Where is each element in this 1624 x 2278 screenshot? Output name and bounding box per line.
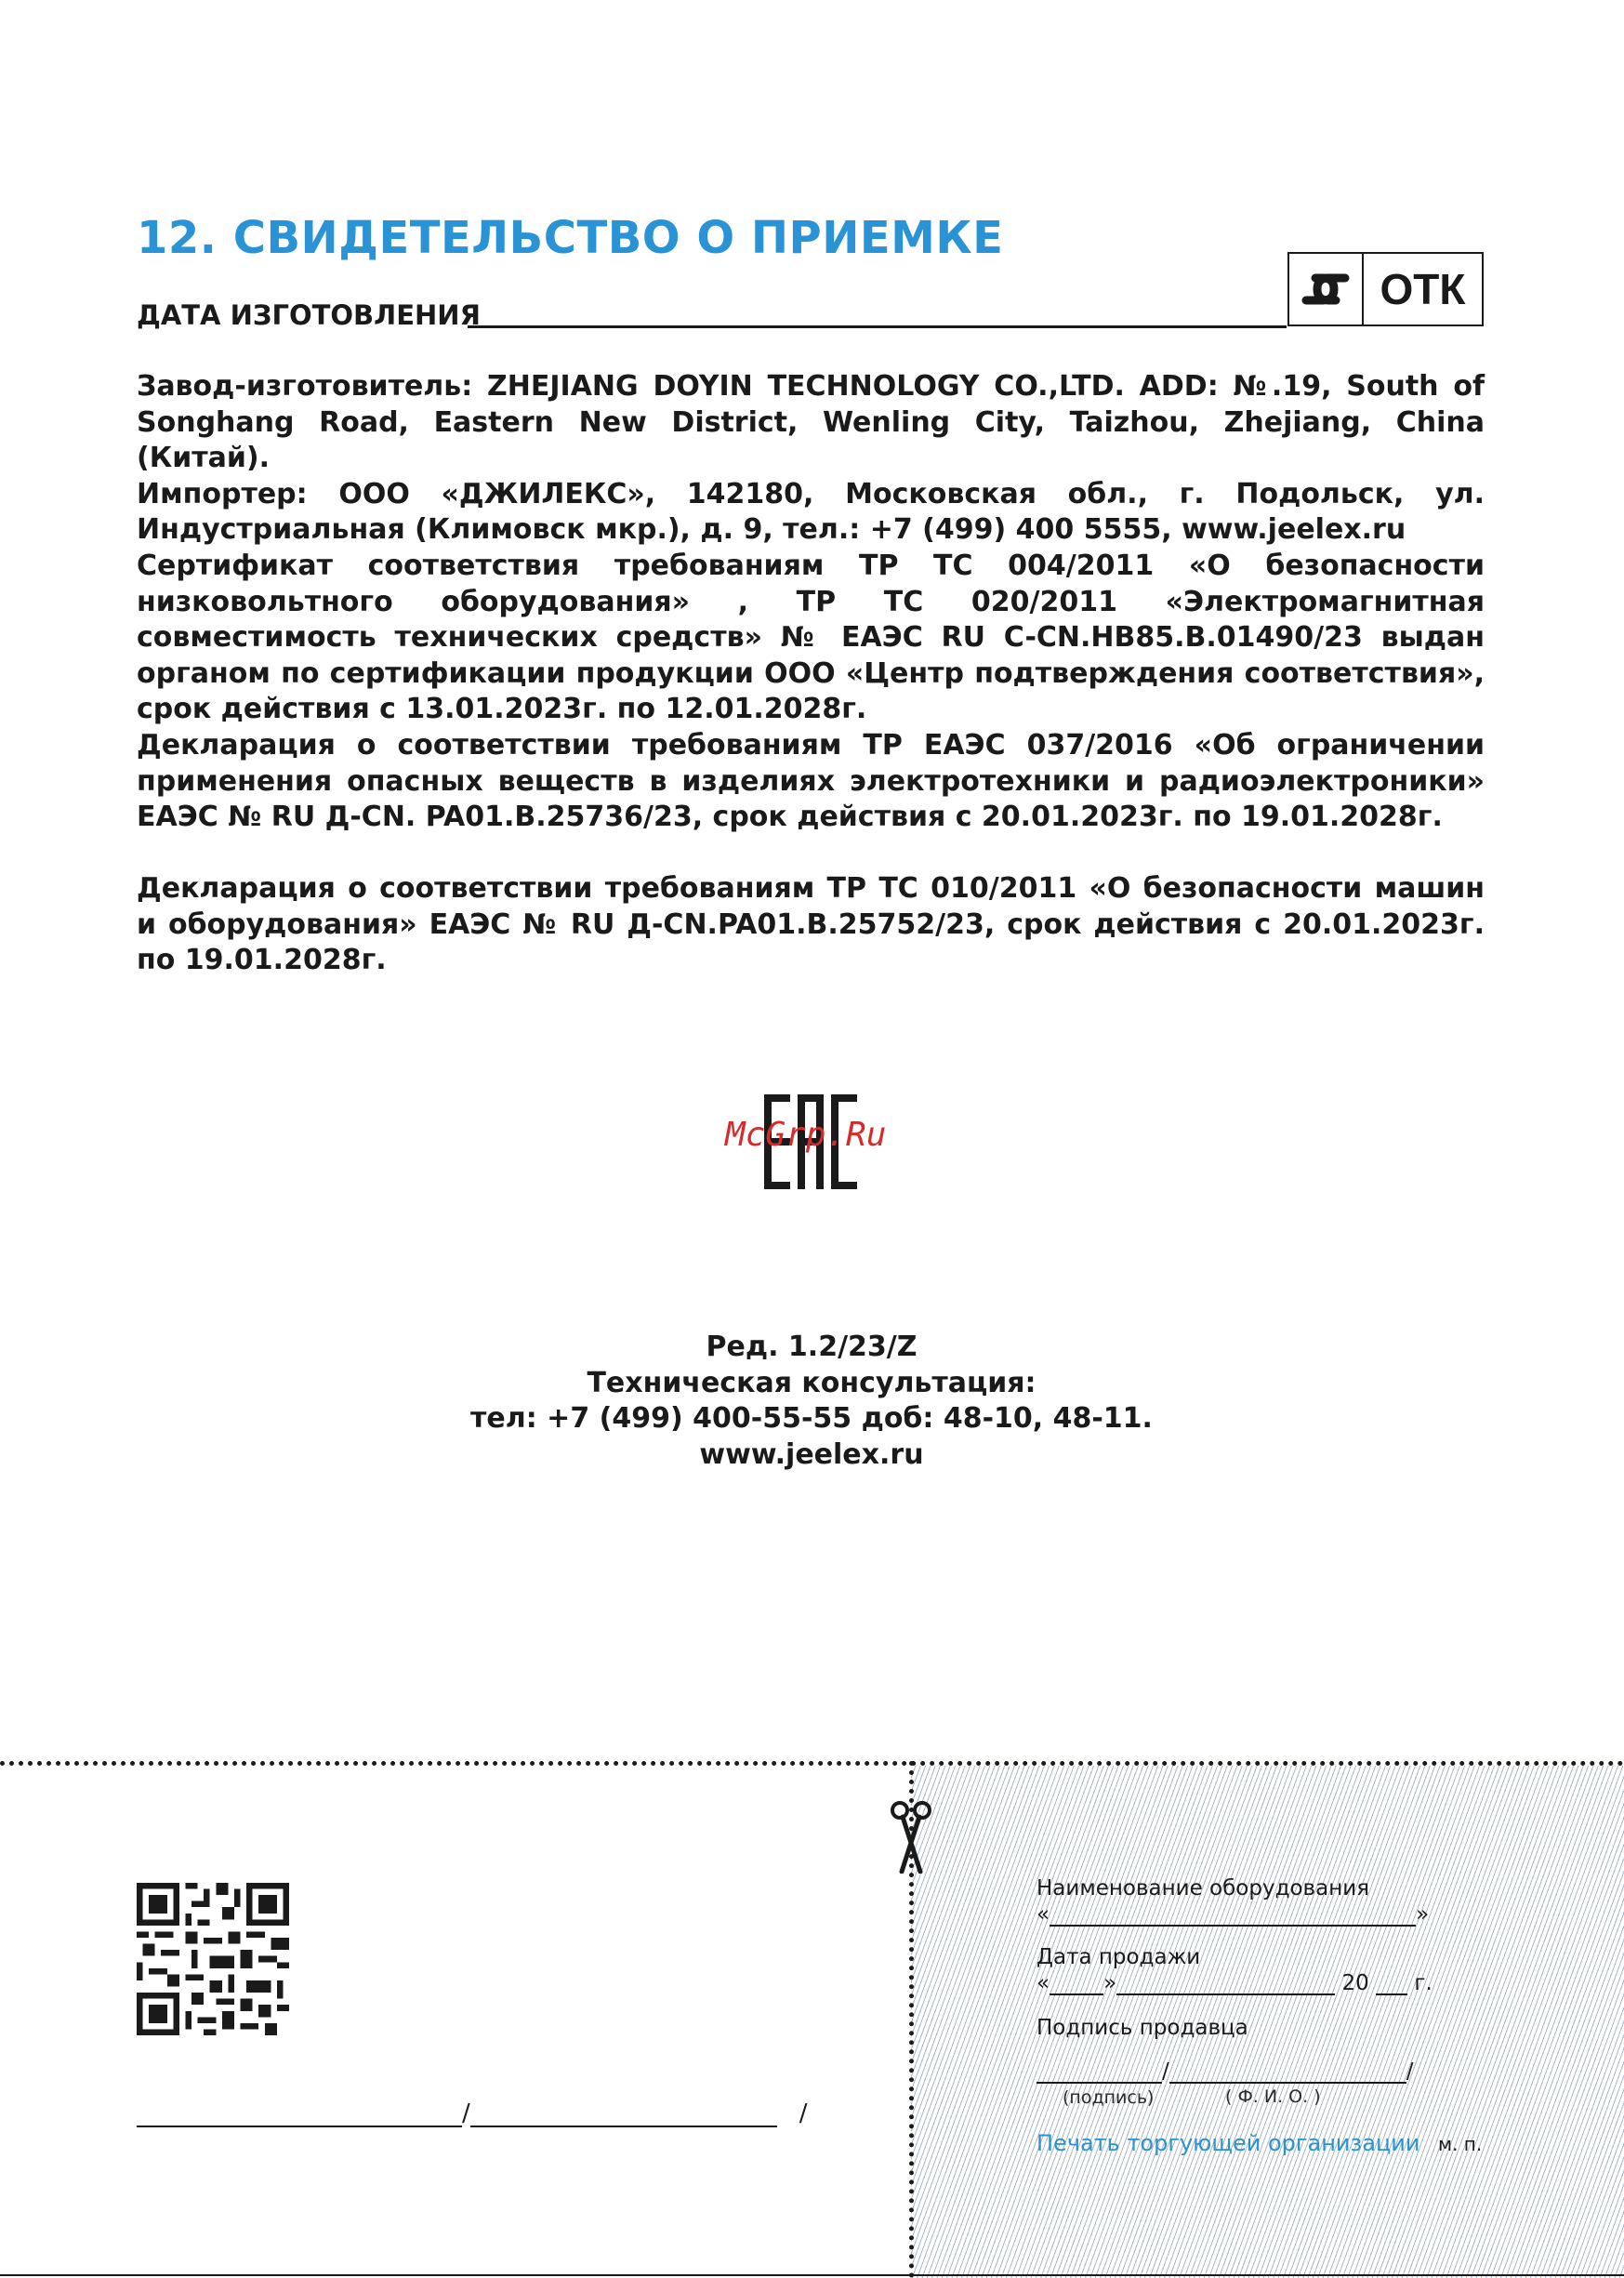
manufacture-date-line bbox=[468, 325, 1287, 328]
seller-signature-field[interactable]: / / bbox=[1036, 2059, 1414, 2084]
certificate-text: Сертификат соответствия требованиям ТР ТС 004/2011 «О безопасности низковольтного оборудования» , ТР ТС 020/2011 «Электромагнитная совместимость технических средств» № ЕАЭС RU C-CN.НВ85.В.01490/23 выдан органом по сертификации продукции ООО «Центр подтверждения соответствия», срок действия с 13.01.2023г. по 12.01.2028г. bbox=[137, 550, 1485, 725]
manufacture-date-label: ДАТА ИЗГОТОВЛЕНИЯ bbox=[137, 299, 481, 331]
sale-date-field[interactable]: « » 20 г. bbox=[1036, 1971, 1433, 1995]
footer-info bbox=[347, 1330, 1276, 1473]
stamp-abbr: м. п. bbox=[1438, 2133, 1483, 2155]
stamp-label: Печать торгующей организации bbox=[1036, 2130, 1420, 2156]
year-prefix: 20 bbox=[1341, 1971, 1369, 1995]
consultation-phone: тел: +7 (499) 400-55-55 доб: 48-10, 48-11. bbox=[470, 1402, 1153, 1435]
importer-text: Импортер: ООО «ДЖИЛЕКС», 142180, Московская обл., г. Подольск, ул. Индустриальная (Климовск мкр.), д. 9, тел.: +7 (499) 400 5555, www.jeelex.ru bbox=[137, 477, 1485, 546]
manufacturer-text: Завод-изготовитель: ZHEJIANG DOYIN TECHNOLOGY CO.,LTD. ADD: №.19, South of Songhang Road, Eastern New District, Wenling City, Taizhou, Zhejiang, China (Китай). bbox=[137, 370, 1485, 474]
manufacturer-block bbox=[137, 369, 1485, 549]
scissors-icon bbox=[889, 1799, 933, 1874]
website-link[interactable]: www.jeelex.ru bbox=[699, 1437, 924, 1471]
declaration-2-text: Декларация о соответствии требованиям ТР ТС 010/2011 «О безопасности машин и оборудования» ЕАЭС № RU Д-CN.PA01.B.25752/23, срок действия с 20.01.2023г. по 19.01.2028г. bbox=[137, 872, 1485, 976]
year-suffix: г. bbox=[1414, 1971, 1433, 1995]
signature-caption: (подпись) bbox=[1063, 2087, 1155, 2108]
brand-logo-icon bbox=[1289, 254, 1364, 324]
qr-code-icon bbox=[137, 1883, 289, 2035]
page-title: 12. СВИДЕТЕЛЬСТВО О ПРИЕМКЕ bbox=[137, 212, 1004, 264]
declaration-1-text: Декларация о соответствии требованиям ТР ЕАЭС 037/2016 «Об ограничении применения опасных веществ в изделиях электротехники и радиоэлектроники» ЕАЭС № RU Д-CN. PA01.B.25736/23, срок действия с 20.01.2023г. по 19.01.2028г. bbox=[137, 729, 1485, 833]
seller-signature-line-left: / / bbox=[137, 2099, 808, 2127]
watermark: McGrp.Ru bbox=[725, 1116, 887, 1154]
cut-line-horizontal bbox=[0, 1761, 1624, 1766]
otk-label: ОТК bbox=[1380, 265, 1466, 313]
otk-stamp bbox=[1287, 252, 1484, 326]
name-caption: ( Ф. И. О. ) bbox=[1225, 2086, 1321, 2107]
bottom-border bbox=[0, 2274, 1624, 2276]
equipment-name-label: Наименование оборудования bbox=[1036, 1876, 1370, 1901]
warranty-coupon bbox=[911, 1766, 1624, 2278]
equipment-name-field[interactable]: « » bbox=[1036, 1902, 1430, 1927]
seller-signature-label: Подпись продавца bbox=[1036, 2016, 1248, 2040]
sale-date-label: Дата продажи bbox=[1036, 1945, 1201, 1969]
consultation-label: Техническая консультация: bbox=[587, 1366, 1036, 1399]
revision-text: Ред. 1.2/23/Z bbox=[706, 1331, 918, 1363]
